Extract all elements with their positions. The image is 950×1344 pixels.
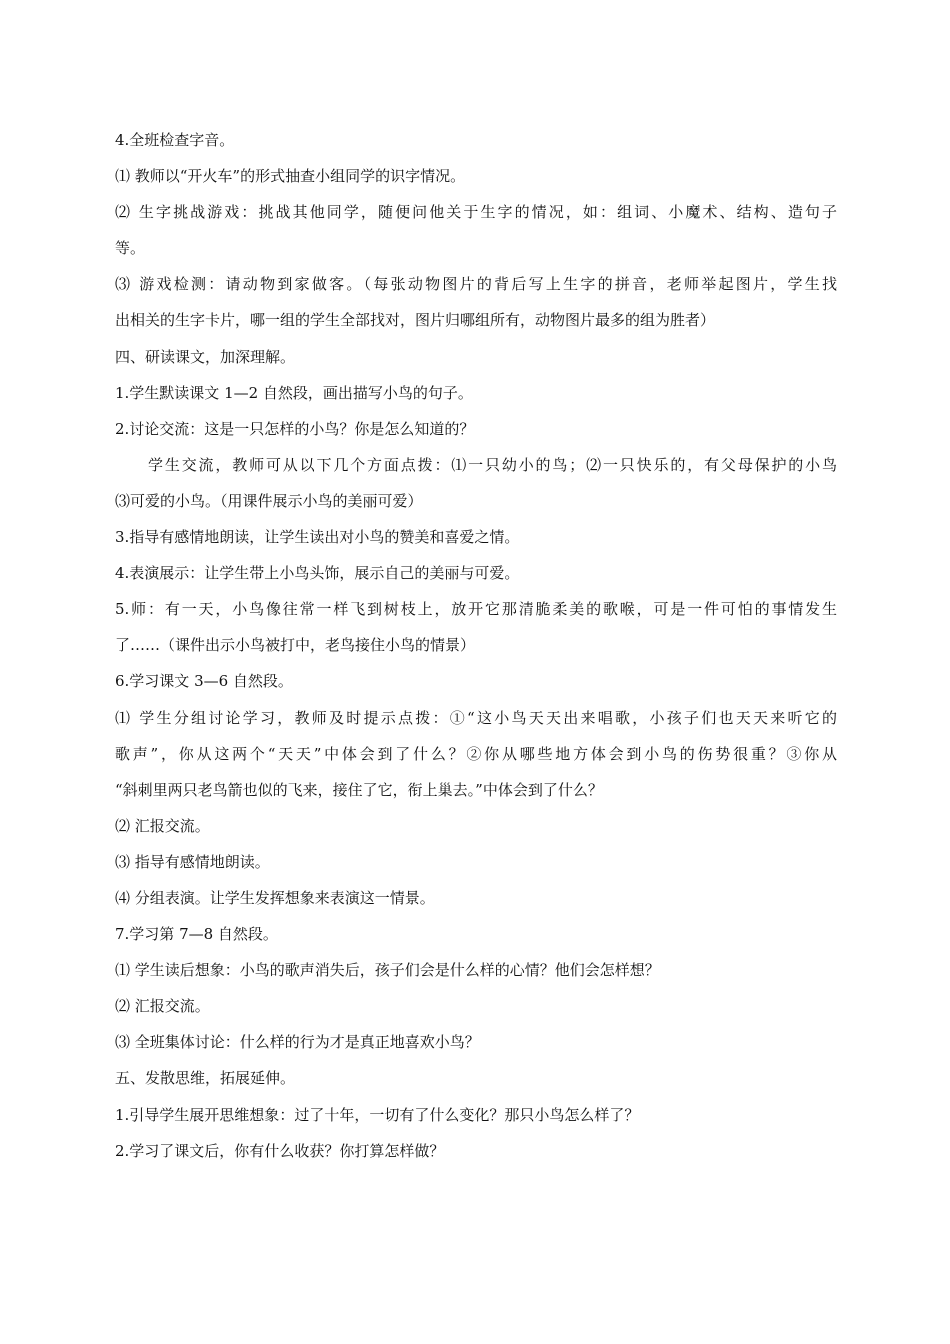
step-heading: 1.引导学生展开思维想象：过了十年，一切有了什么变化？那只小鸟怎么样了？ [115,1105,640,1124]
list-item: ⑵ 汇报交流。 [115,816,210,835]
step-heading: 4.表演展示：让学生带上小鸟头饰，展示自己的美丽与可爱。 [115,564,520,583]
step-heading: 7.学习第 7—8 自然段。 [115,925,278,944]
list-item: ⑵ 生字挑战游戏：挑战其他同学，随便问他关于生字的情况，如：组词、小魔术、结构、造句子 [115,203,837,222]
step-heading: 2.讨论交流：这是一只怎样的小鸟？你是怎么知道的？ [115,419,475,438]
list-item-continuation: 等。 [115,239,146,258]
list-item-continuation: 歌声”，你从这两个“天天”中体会到了什么？②你从哪些地方体会到小鸟的伤势很重？③你从 [115,744,837,763]
section-heading: 四、研读课文，加深理解。 [115,347,296,366]
list-item: ⑶ 指导有感情地朗读。 [115,852,270,871]
paragraph: 学生交流，教师可从以下几个方面点拨：⑴一只幼小的鸟；⑵一只快乐的，有父母保护的小鸟 [148,455,837,474]
list-item: ⑴ 学生读后想象：小鸟的歌声消失后，孩子们会是什么样的心情？他们会怎样想？ [115,961,660,980]
step-heading: 5.师：有一天，小鸟像往常一样飞到树枝上，放开它那清脆柔美的歌喉，可是一件可怕的事情发生 [115,600,837,619]
step-heading: 3.指导有感情地朗读，让学生读出对小鸟的赞美和喜爱之情。 [115,528,520,547]
paragraph-continuation: ⑶可爱的小鸟。（用课件展示小鸟的美丽可爱） [115,491,423,510]
list-item: ⑴ 教师以“开火车”的形式抽查小组同学的识字情况。 [115,167,466,186]
section-heading: 五、发散思维，拓展延伸。 [115,1069,296,1088]
list-item: ⑶ 全班集体讨论：什么样的行为才是真正地喜欢小鸟？ [115,1033,480,1052]
list-item: ⑷ 分组表演。让学生发挥想象来表演这一情景。 [115,888,435,907]
list-item-continuation: “斜刺里两只老鸟箭也似的飞来，接住了它，衔上巢去。”中体会到了什么？ [115,780,603,799]
list-item: ⑵ 汇报交流。 [115,997,210,1016]
step-heading: 2.学习了课文后，你有什么收获？你打算怎样做？ [115,1141,445,1160]
list-item: ⑴ 学生分组讨论学习，教师及时提示点拨：①“这小鸟天天出来唱歌，小孩子们也天天来听它的 [115,708,837,727]
list-item: ⑶ 游戏检测：请动物到家做客。（每张动物图片的背后写上生字的拼音，老师举起图片，学生找 [115,275,837,294]
step-heading-continuation: 了……（课件出示小鸟被打中，老鸟接住小鸟的情景） [115,636,476,655]
list-item-continuation: 出相关的生字卡片，哪一组的学生全部找对，图片归哪组所有，动物图片最多的组为胜者） [115,311,716,330]
step-heading: 4.全班检查字音。 [115,131,235,149]
step-heading: 1.学生默读课文 1—2 自然段，画出描写小鸟的句子。 [115,383,473,402]
step-heading: 6.学习课文 3—6 自然段。 [115,672,293,691]
document-body [115,122,837,1169]
